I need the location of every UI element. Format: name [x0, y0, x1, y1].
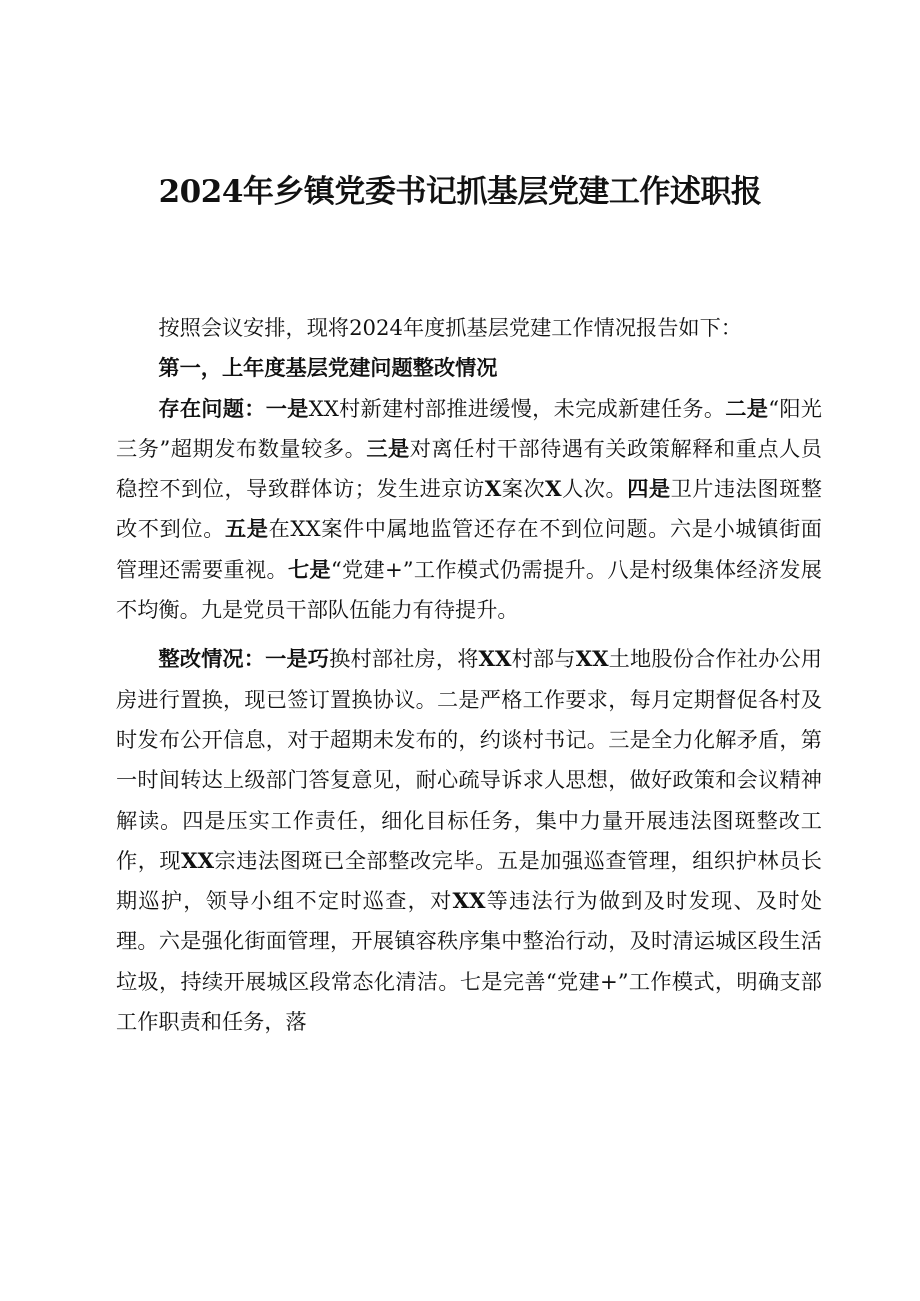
- document-body: [116, 308, 822, 1042]
- rectification-text-3: 土地股份合作社办公用房进行置换，现已签订置换协议。二是严格工作要求，每月定期督促各村及时发布公开信息，对于超期未发布的，约谈村书记。三是全力化解矛盾，第一时间转达上级部门答复意见，耐心疏导诉求人思想，做好政策和会议精神解读。四是压实工作责任，细化目标任务，集中力量开展违法图斑整改工作，现: [116, 646, 822, 873]
- problem-5-text: 在XX案件中属地监管还存在不到位问题。六是小城镇街面管理还需要重视。: [116, 516, 822, 582]
- problem-3-x1: X: [484, 476, 502, 502]
- rectification-paragraph: [116, 639, 822, 1042]
- problem-3-end: 人次。: [561, 476, 628, 502]
- rectification-xx-2: XX: [575, 646, 609, 672]
- problem-1-lead: 一是: [265, 395, 309, 421]
- rectification-text-1: 换村部社房，将: [329, 646, 479, 672]
- problem-2-lead: 二是: [725, 395, 769, 421]
- problem-3-mid: 案次: [501, 476, 546, 502]
- rectification-xx-1: XX: [478, 646, 512, 672]
- problem-4-lead: 四是: [627, 476, 671, 502]
- problem-7-text: “党建+”工作模式仍需提升。八是村级集体经济发展不均衡。九是党员干部队伍能力有待提升。: [116, 556, 822, 623]
- rectification-text-4: 宗违法图斑已全部整改完毕。五是加强巡查管理，组织护林员长期巡护，领导小组不定时巡查，对: [116, 847, 822, 914]
- rectification-text-2: 村部与: [511, 646, 576, 672]
- problem-1-text: XX村新建村部推进缓慢，未完成新建任务。: [308, 395, 726, 421]
- problem-3-text: 对离任村干部待遇有关政策解释和重点人员稳控不到位，导致群体访；发生进京访: [116, 435, 822, 502]
- rectification-xx-4: XX: [452, 888, 486, 914]
- rectification-text-5: 等违法行为做到及时发现、及时处理。六是强化街面管理，开展镇容秩序集中整治行动，及时清运城区段生活垃圾，持续开展城区段常态化清洁。七是完善“党建+”工作模式，明确支部工作职责和任务，落: [116, 888, 822, 1035]
- rectification-1-lead: 一是巧: [265, 646, 330, 672]
- problem-3-x2: X: [545, 476, 562, 502]
- problem-3-lead: 三是: [366, 435, 410, 461]
- problems-paragraph: [116, 389, 822, 631]
- section-heading: 第一，上年度基层党建问题整改情况: [158, 355, 498, 381]
- problem-2-text: “阳光三务”超期发布数量较多。: [116, 395, 822, 461]
- intro-paragraph: 按照会议安排，现将2024年度抓基层党建工作情况报告如下：: [158, 315, 742, 340]
- rectification-xx-3: XX: [181, 847, 215, 873]
- problem-5-lead: 五是: [225, 516, 269, 542]
- problems-label: 存在问题：: [158, 395, 266, 421]
- document-title: 2024年乡镇党委书记抓基层党建工作述职报: [158, 174, 762, 210]
- problem-4-text: 卫片违法图斑整改不到位。: [116, 476, 822, 542]
- problem-7-lead: 七是: [287, 556, 331, 582]
- rectification-label: 整改情况：: [158, 646, 266, 672]
